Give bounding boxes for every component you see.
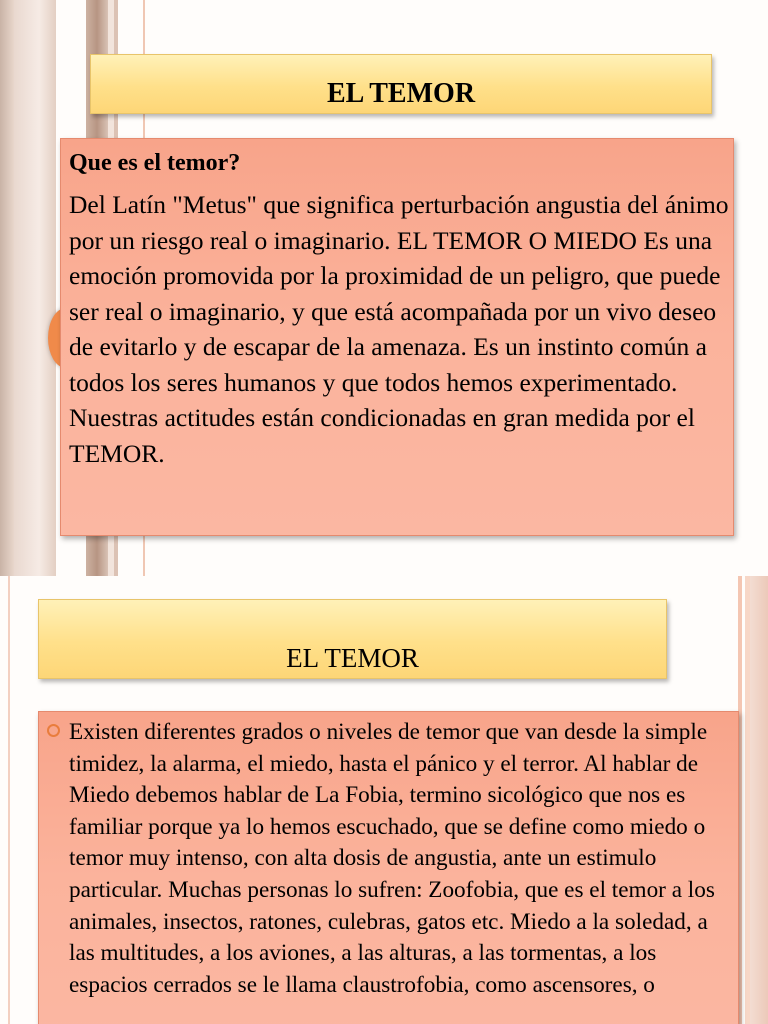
decorative-stripe: [750, 576, 768, 1024]
question-heading: Que es el temor?: [69, 150, 241, 176]
decorative-stripe: [8, 576, 10, 1024]
decorative-stripe: [0, 0, 14, 576]
content-text: Existen diferentes grados o niveles de temor que van desde la simple timidez, la alarma, el miedo, hasta el pánico y el terror. Al hablar de Miedo debemos hablar de La Fobia, termino sicológico que nos es familiar porque ya lo hemos escuchado, que se define como miedo o temor muy intenso, con alta dosis de angustia, ante un estimulo particular. Muchas personas lo sufren: Zoofobia, que es el temor a los animales, insectos, ratones, culebras, gatos etc. Miedo a la soledad, a las multitudes, a los aviones, a las alturas, a las tormentas, a los espacios cerrados se le llama claustrofobia, como ascensores, o: [69, 719, 715, 998]
decorative-stripe: [14, 0, 56, 576]
bullet-circle-icon: [47, 724, 60, 737]
slide-title-box: [90, 54, 712, 114]
slide-2: [0, 576, 768, 1024]
slide-title-box: [38, 599, 667, 679]
content-text: Del Latín "Metus" que significa perturbación angustia del ánimo por un riesgo real o imaginario. EL TEMOR O MIEDO Es una emoción promovida por la proximidad de un peligro, que puede ser real o imaginario, y que está acompañada por un vivo deseo de evitarlo y de escapar de la amenaza. Es un instinto común a todos los seres humanos y que todos hemos experimentado. Nuestras actitudes están condicionadas en gran medida por el TEMOR.: [69, 190, 729, 468]
slide-title: EL TEMOR: [326, 78, 476, 109]
content-box: [38, 711, 739, 1024]
slide-title: EL TEMOR: [286, 643, 419, 673]
content-box: [60, 138, 734, 536]
